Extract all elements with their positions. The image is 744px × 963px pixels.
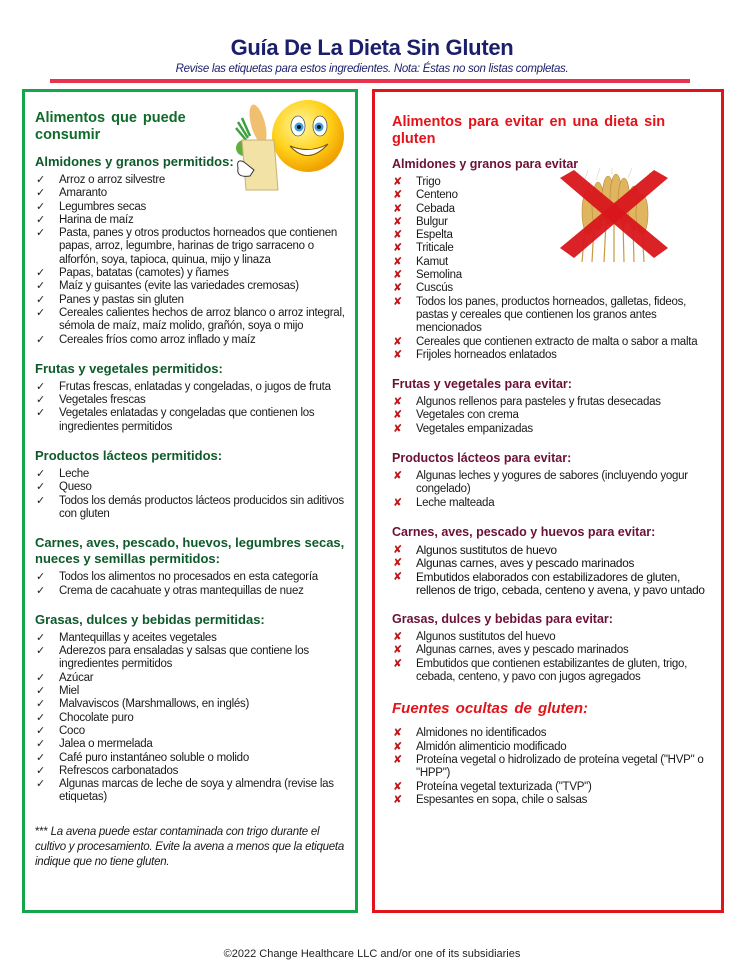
list-item-text: Vegetales empanizadas	[416, 422, 533, 435]
checkmark-icon: ✓	[36, 280, 45, 293]
list-item	[392, 571, 711, 598]
avoid-foods-heading: Alimentos para evitar en una dieta sin gluten	[392, 114, 666, 147]
checkmark-icon: ✓	[36, 187, 45, 200]
cross-mark-icon: ✘	[393, 793, 402, 806]
list-item-text: Papas, batatas (camotes) y ñames	[59, 267, 229, 280]
avoid-list	[392, 631, 711, 684]
checkmark-icon: ✓	[36, 738, 45, 751]
list-item	[35, 407, 345, 434]
list-item	[392, 557, 711, 570]
list-item-text: Cereales fríos como arroz inflado y maíz	[59, 333, 256, 346]
list-item	[392, 282, 712, 295]
avoid-list	[392, 396, 711, 436]
list-item-text: Espelta	[416, 229, 453, 242]
allowed-list	[35, 174, 345, 347]
list-item-text: Jalea o mermelada	[59, 738, 153, 751]
list-item-text: Leche	[59, 468, 90, 481]
checkmark-icon: ✓	[36, 711, 45, 724]
cross-mark-icon: ✘	[393, 780, 402, 793]
list-item-text: Cebada	[416, 202, 455, 215]
allowed-foods-panel	[22, 89, 358, 913]
list-item-text: Leche malteada	[416, 496, 495, 509]
list-item	[392, 423, 711, 436]
checkmark-icon: ✓	[36, 407, 45, 420]
checkmark-icon: ✓	[36, 468, 45, 481]
crossed-out-wheat-icon	[552, 168, 676, 262]
cross-mark-icon: ✘	[393, 644, 402, 657]
section-title: Frutas y vegetales para evitar:	[392, 377, 572, 392]
list-item	[35, 698, 345, 711]
note-text: La avena puede estar contaminada con trigo durante el cultivo y procesamiento. Evite la avena a menos que la etiqueta indique que no tiene gluten.	[35, 825, 344, 868]
checkmark-icon: ✓	[36, 631, 45, 644]
list-item-text: Kamut	[416, 255, 448, 268]
list-item-text: Azúcar	[59, 671, 94, 684]
cross-mark-icon: ✘	[393, 631, 402, 644]
checkmark-icon: ✓	[36, 306, 45, 319]
list-item-text: Queso	[59, 481, 92, 494]
list-item-text: Algunas marcas de leche de soya y almendra (revise las etiquetas)	[59, 778, 334, 804]
section-title: Carnes, aves, pescado y huevos para evitar:	[392, 524, 656, 539]
section-title: Carnes, aves, pescado, huevos, legumbres secas, nueces y semillas permitidos:	[35, 535, 345, 567]
list-item	[35, 632, 345, 645]
list-item-text: Cereales calientes hechos de arroz blanco o arroz integral, sémola de maíz, maíz molido, grañón, soya o mijo	[59, 306, 345, 333]
cross-mark-icon: ✘	[393, 557, 402, 570]
list-item	[392, 269, 712, 282]
list-item-text: Chocolate puro	[59, 711, 134, 724]
list-item-text: Panes y pastas sin gluten	[59, 293, 184, 306]
list-item	[35, 294, 345, 307]
checkmark-icon: ✓	[36, 174, 45, 186]
section-title: Almidones y granos permitidos:	[35, 154, 234, 169]
list-item	[35, 481, 345, 494]
list-item	[35, 725, 345, 738]
list-item-text: Triticale	[416, 242, 454, 255]
list-item-text: Mantequillas y aceites vegetales	[59, 631, 217, 644]
checkmark-icon: ✓	[36, 200, 45, 213]
list-item	[392, 727, 711, 740]
cross-mark-icon: ✘	[393, 215, 402, 228]
allowed-foods-heading: Alimentos que puede consumir	[35, 110, 186, 143]
list-item-text: Todos los demás productos lácteos producidos sin aditivos con gluten	[59, 494, 344, 520]
list-item-text: Legumbres secas	[59, 200, 147, 213]
avoid-list	[392, 544, 711, 597]
list-item	[35, 495, 345, 522]
note-asterisks: ***	[35, 825, 48, 838]
cross-mark-icon: ✘	[393, 753, 402, 766]
checkmark-icon: ✓	[36, 685, 45, 698]
list-item-text: Almidón alimenticio modificado	[416, 740, 567, 753]
list-item-text: Vegetales frescas	[59, 394, 146, 407]
list-item	[392, 497, 711, 510]
list-item-text: Frutas frescas, enlatadas y congeladas, o jugos de fruta	[59, 380, 331, 393]
list-item	[392, 470, 711, 497]
list-item-text: Algunas leches y yogures de sabores (incluyendo yogur congelado)	[416, 470, 688, 496]
checkmark-icon: ✓	[36, 394, 45, 407]
list-item-text: Cereales que contienen extracto de malta o sabor a malta	[416, 335, 698, 348]
list-item-text: Algunas carnes, aves y pescado marinados	[416, 556, 635, 571]
list-item	[35, 267, 345, 280]
section-title: Productos lácteos para evitar:	[392, 451, 572, 466]
list-item	[392, 754, 711, 781]
checkmark-icon: ✓	[36, 380, 45, 393]
allowed-list	[35, 381, 345, 434]
cross-mark-icon: ✘	[393, 727, 402, 740]
list-item-text: Pasta, panes y otros productos horneados que contienen papas, arroz, legumbre, harinas de trigo sarraceno o alforfón, soya, tapioca, quinua, mijo y linaza	[59, 227, 338, 266]
list-item-text: Algunos rellenos para pasteles y frutas desecadas	[416, 396, 661, 409]
list-item-text: Bulgur	[416, 215, 448, 228]
cross-mark-icon: ✘	[393, 255, 402, 268]
list-item	[35, 394, 345, 407]
list-item-text: Arroz o arroz silvestre	[59, 174, 166, 186]
hidden-gluten-heading: Fuentes ocultas de gluten:	[392, 700, 589, 718]
list-item-text: Cuscús	[416, 282, 453, 295]
smiley-shopping-bag-icon	[228, 96, 348, 192]
checkmark-icon: ✓	[36, 778, 45, 791]
list-item	[35, 227, 345, 267]
allowed-list	[35, 632, 345, 805]
list-item-text: Embutidos que contienen estabilizantes de gluten, trigo, cebada, centeno, y pavo con jugos agregados	[416, 657, 688, 684]
list-item-text: Harina de maíz	[59, 213, 134, 226]
checkmark-icon: ✓	[36, 571, 45, 584]
list-item	[35, 280, 345, 293]
cross-mark-icon: ✘	[393, 740, 402, 753]
list-item-text: Crema de cacahuate y otras mantequillas de nuez	[59, 584, 304, 597]
list-item-text: Centeno	[416, 189, 458, 202]
list-item	[35, 778, 345, 805]
list-item	[35, 214, 345, 227]
list-item	[35, 765, 345, 778]
list-item	[392, 781, 711, 794]
list-item-text: Vegetales con crema	[416, 409, 519, 422]
allowed-list	[35, 571, 345, 598]
cross-mark-icon: ✘	[393, 496, 402, 509]
cross-mark-icon: ✘	[393, 409, 402, 422]
list-item	[392, 658, 711, 685]
cross-mark-icon: ✘	[393, 229, 402, 242]
list-item	[392, 409, 711, 422]
list-item	[392, 631, 711, 644]
list-item	[392, 396, 711, 409]
checkmark-icon: ✓	[36, 645, 45, 658]
checkmark-icon: ✓	[36, 724, 45, 737]
cross-mark-icon: ✘	[393, 422, 402, 435]
list-item	[392, 794, 711, 807]
cross-mark-icon: ✘	[393, 570, 402, 583]
list-item	[35, 672, 345, 685]
checkmark-icon: ✓	[36, 293, 45, 306]
cross-mark-icon: ✘	[393, 657, 402, 670]
list-item	[35, 752, 345, 765]
checkmark-icon: ✓	[36, 267, 45, 280]
hidden-gluten-list	[392, 727, 711, 807]
list-item-text: Embutidos elaborados con estabilizadores de gluten, rellenos de trigo, cebada, centeno y avena, y pavo untado	[416, 569, 705, 597]
cross-mark-icon: ✘	[393, 269, 402, 282]
cross-mark-icon: ✘	[393, 470, 402, 483]
list-item	[35, 571, 345, 584]
list-item-text: Frijoles horneados enlatados	[416, 348, 557, 361]
list-item-text: Café puro instantáneo soluble o molido	[59, 751, 249, 764]
cross-mark-icon: ✘	[393, 295, 402, 308]
checkmark-icon: ✓	[36, 671, 45, 684]
list-item	[392, 644, 711, 657]
checkmark-icon: ✓	[36, 481, 45, 494]
checkmark-icon: ✓	[36, 698, 45, 711]
page-subtitle: Revise las etiquetas para estos ingredientes. Nota: Éstas no son listas completas.	[175, 63, 569, 75]
list-item-text: Almidones no identificados	[416, 727, 547, 740]
header-divider	[50, 79, 690, 83]
list-item	[392, 544, 711, 557]
list-item	[35, 738, 345, 751]
cross-mark-icon: ✘	[393, 335, 402, 348]
section-title: Grasas, dulces y bebidas permitidas:	[35, 611, 265, 627]
checkmark-icon: ✓	[36, 227, 45, 240]
cross-mark-icon: ✘	[393, 176, 402, 188]
list-item-text: Algunos sustitutos de huevo	[416, 542, 557, 557]
list-item	[35, 381, 345, 394]
cross-mark-icon: ✘	[393, 189, 402, 202]
list-item	[35, 468, 345, 481]
oats-note	[35, 825, 345, 870]
checkmark-icon: ✓	[36, 333, 45, 346]
list-item-text: Refrescos carbonatados	[59, 764, 179, 777]
avoid-list	[392, 470, 711, 510]
cross-mark-icon: ✘	[393, 202, 402, 215]
allowed-list	[35, 468, 345, 521]
page-title: Guía De La Dieta Sin Gluten	[230, 35, 514, 60]
list-item	[35, 712, 345, 725]
list-item-text: Maíz y guisantes (evite las variedades cremosas)	[59, 280, 299, 293]
list-item	[35, 685, 345, 698]
list-item	[35, 307, 345, 334]
checkmark-icon: ✓	[36, 751, 45, 764]
list-item	[35, 585, 345, 598]
list-item	[392, 741, 711, 754]
checkmark-icon: ✓	[36, 213, 45, 226]
list-item-text: Malvaviscos (Marshmallows, en inglés)	[59, 698, 250, 711]
copyright-footer: ©2022 Change Healthcare LLC and/or one of its subsidiaries	[223, 948, 521, 960]
list-item	[35, 334, 345, 347]
checkmark-icon: ✓	[36, 494, 45, 507]
cross-mark-icon: ✘	[393, 348, 402, 361]
list-item-text: Coco	[59, 724, 85, 737]
list-item-text: Semolina	[416, 269, 462, 282]
cross-mark-icon: ✘	[393, 396, 402, 409]
list-item-text: Espesantes en sopa, chile o salsas	[416, 793, 588, 806]
list-item-text: Vegetales enlatadas y congeladas que contienen los ingredientes permitidos	[59, 407, 315, 433]
list-item-text: Algunos sustitutos del huevo	[416, 631, 556, 644]
list-item-text: Todos los panes, productos horneados, galletas, fideos, pastas y cereales que contienen los granos antes mencionados	[416, 295, 687, 335]
list-item-text: Algunas carnes, aves y pescado marinados	[416, 644, 629, 657]
list-item	[392, 349, 712, 362]
list-item-text: Aderezos para ensaladas y salsas que contiene los ingredientes permitidos	[59, 645, 309, 671]
list-item	[392, 336, 712, 349]
list-item-text: Trigo	[416, 176, 441, 188]
cross-mark-icon: ✘	[393, 543, 402, 556]
list-item-text: Todos los alimentos no procesados en esta categoría	[59, 571, 318, 584]
list-item-text: Proteína vegetal texturizada ("TVP")	[416, 780, 592, 793]
list-item	[35, 201, 345, 214]
cross-mark-icon: ✘	[393, 282, 402, 295]
list-item-text: Amaranto	[59, 187, 107, 200]
list-item	[392, 296, 712, 336]
cross-mark-icon: ✘	[393, 242, 402, 255]
list-item-text: Miel	[59, 685, 80, 698]
checkmark-icon: ✓	[36, 584, 45, 597]
section-title: Almidones y granos para evitar	[392, 157, 579, 171]
list-item	[35, 645, 345, 672]
checkmark-icon: ✓	[36, 764, 45, 777]
list-item-text: Proteína vegetal o hidrolizado de proteína vegetal ("HVP" o "HPP")	[416, 753, 704, 780]
section-title: Frutas y vegetales permitidos:	[35, 360, 223, 376]
section-title: Productos lácteos permitidos:	[35, 448, 223, 464]
section-title: Grasas, dulces y bebidas para evitar:	[392, 612, 613, 627]
